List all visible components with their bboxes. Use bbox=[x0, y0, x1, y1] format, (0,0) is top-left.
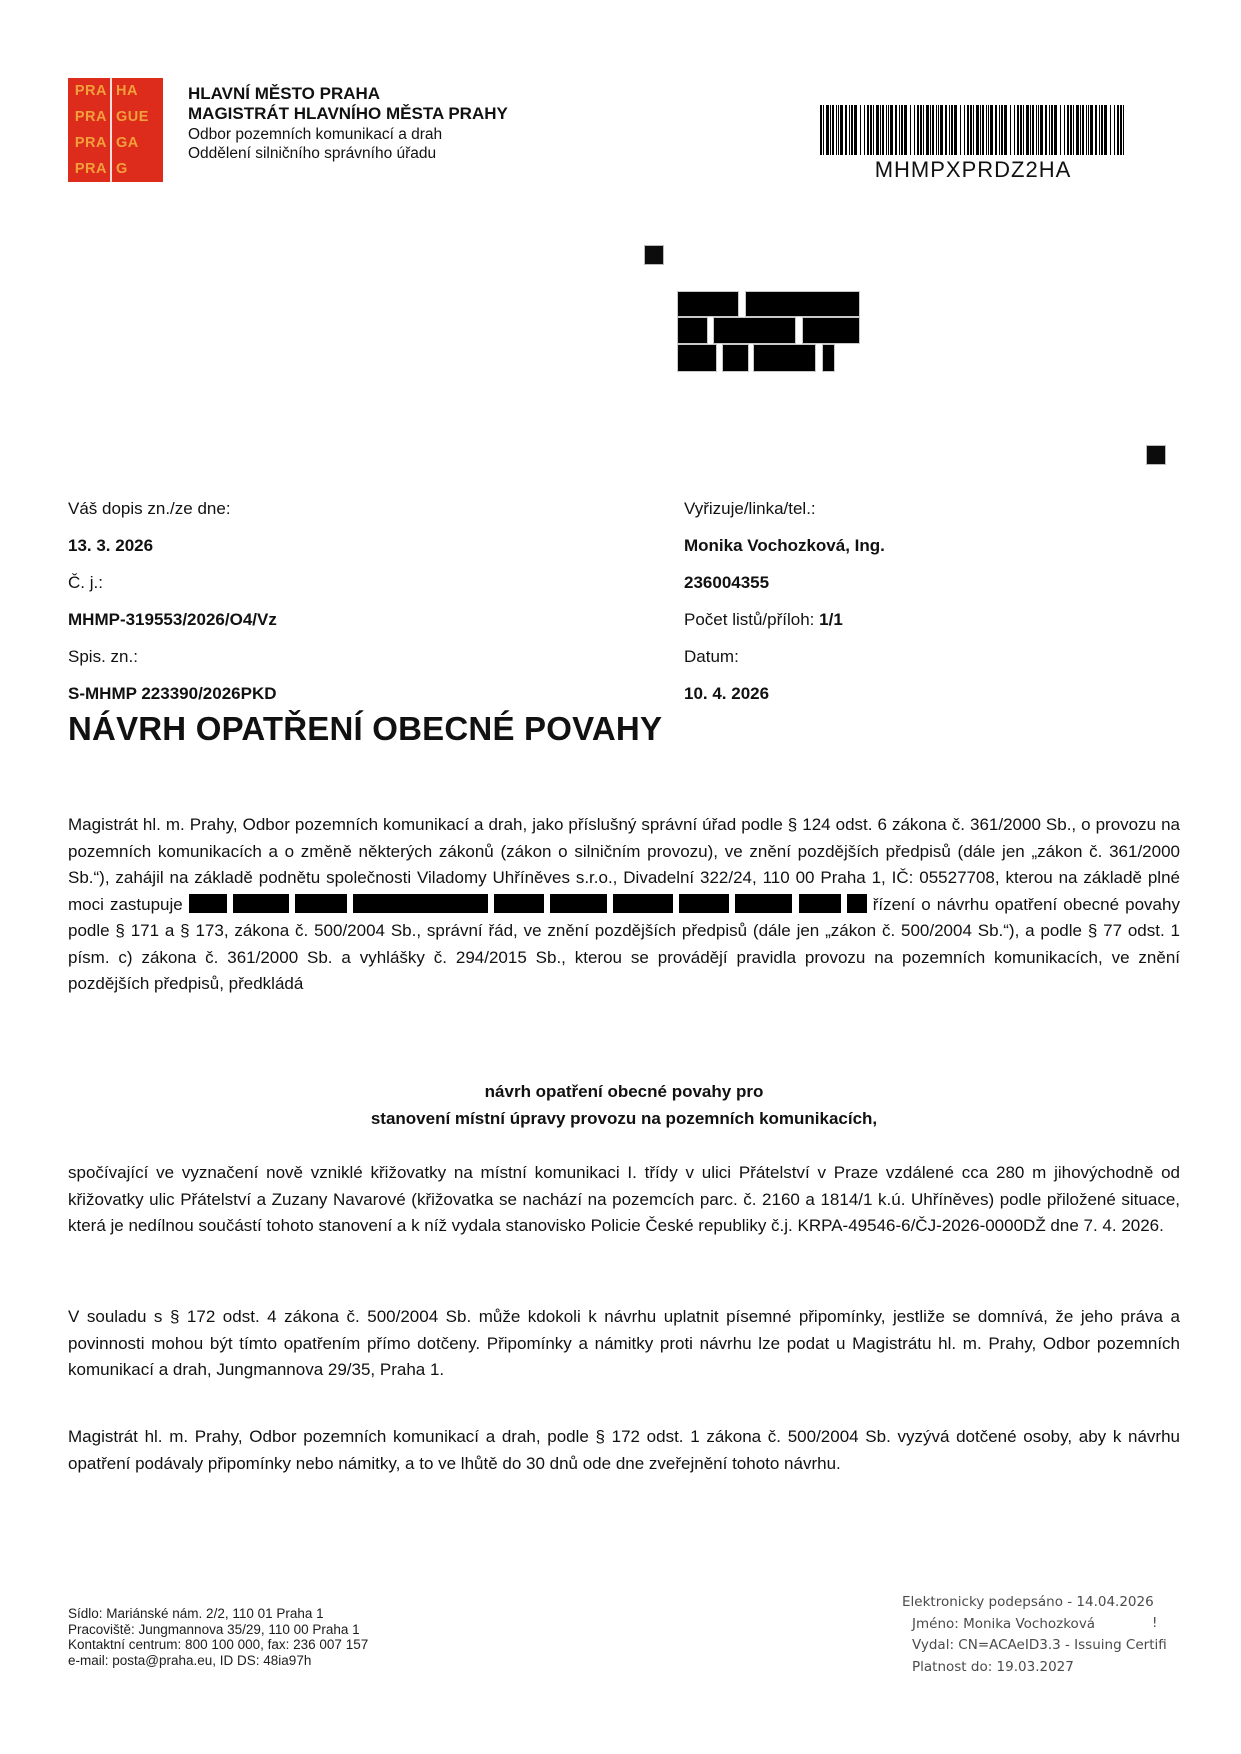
redaction-bar bbox=[823, 345, 834, 371]
pages-value: 1/1 bbox=[819, 610, 843, 629]
logo-row-4 bbox=[68, 156, 163, 182]
your-letter-value: 13. 3. 2026 bbox=[68, 536, 154, 555]
redaction-bar bbox=[233, 894, 289, 913]
org-name-line1: HLAVNÍ MĚSTO PRAHA bbox=[188, 84, 381, 103]
your-letter-label: Váš dopis zn./ze dne: bbox=[68, 499, 231, 518]
inline-redaction-blocks bbox=[189, 895, 873, 914]
ref-row-4 bbox=[68, 601, 1180, 638]
redaction-bar bbox=[494, 894, 544, 913]
redaction-bar bbox=[847, 894, 867, 913]
redaction-bar bbox=[353, 894, 488, 913]
center-statement-line1: návrh opatření obecné povahy pro bbox=[484, 1082, 764, 1101]
org-name-line2: MAGISTRÁT HLAVNÍHO MĚSTA PRAHY bbox=[188, 104, 508, 123]
ref-row-1 bbox=[68, 490, 1180, 527]
signature-line1: Elektronicky podepsáno - 14.04.2026 bbox=[902, 1594, 1154, 1610]
logo-left-text: PRA bbox=[74, 135, 107, 151]
redaction-bar bbox=[613, 894, 673, 913]
footer-address-line2: Pracoviště: Jungmannova 35/29, 110 00 Praha 1 bbox=[68, 1621, 360, 1637]
redaction-bar bbox=[679, 894, 729, 913]
handler-label: Vyřizuje/linka/tel.: bbox=[684, 499, 816, 518]
ref-row-2 bbox=[68, 527, 1180, 564]
redaction-bar bbox=[746, 292, 859, 316]
ref-row-3 bbox=[68, 564, 1180, 601]
redaction-bar bbox=[550, 894, 607, 913]
logo-right-text: HA bbox=[110, 78, 163, 104]
logo-right-text: GUE bbox=[110, 104, 163, 130]
praha-logo bbox=[68, 78, 163, 182]
reference-block bbox=[68, 490, 1180, 712]
redaction-bar bbox=[754, 345, 815, 371]
footer-address-line3: Kontaktní centrum: 800 100 000, fax: 236 007 157 bbox=[68, 1637, 369, 1653]
document-title: NÁVRH OPATŘENÍ OBECNÉ POVAHY bbox=[68, 710, 663, 747]
redaction-bar bbox=[678, 318, 707, 343]
signature-line2: Jméno: Monika Vochozková bbox=[912, 1615, 1096, 1632]
logo-row-3 bbox=[68, 130, 163, 156]
paragraph-3: V souladu s § 172 odst. 4 zákona č. 500/2004 Sb. může kdokoli k návrhu uplatnit písemné připomínky, jestliže se domnívá, že jeho práva a povinnosti mohou být tímto opatřením přímo dotčeny. Připomínky a námitky proti návrhu lze podat u Magistrátu hl. m. Prahy, Odbor pozemních komunikací a drah, Jungmannova 29/35, Praha 1. bbox=[68, 1307, 1180, 1379]
handler-phone: 236004355 bbox=[684, 573, 770, 592]
pages-label: Počet listů/příloh: bbox=[684, 610, 815, 629]
footer-address-line4: e-mail: posta@praha.eu, ID DS: 48ia97h bbox=[68, 1652, 312, 1668]
logo-left-text: PRA bbox=[74, 161, 107, 177]
paragraph-1 bbox=[68, 812, 1180, 998]
footer-address-line1: Sídlo: Mariánské nám. 2/2, 110 01 Praha 1 bbox=[68, 1606, 324, 1621]
dept-line2: Oddělení silničního správního úřadu bbox=[188, 145, 437, 162]
spis-value: S-MHMP 223390/2026PKD bbox=[68, 684, 277, 703]
redaction-bar bbox=[803, 318, 859, 343]
logo-left-text: PRA bbox=[74, 83, 107, 99]
registration-mark-square-top bbox=[645, 246, 663, 264]
redaction-bar bbox=[295, 894, 347, 913]
redaction-bar bbox=[714, 318, 795, 343]
redaction-bar bbox=[189, 894, 227, 913]
paragraph-2: spočívající ve vyznačení nově vzniklé křižovatky na místní komunikaci I. třídy v ulici Přátelství v Praze vzdálené cca 280 m jihovýchodně od křižovatky ulic Přátelství a Zuzany Navarové (křižovatka se nachází na pozemcích parc. č. 2160 a 1814/1 k.ú. Uhříněves) podle přiložené situace, která je nedílnou součástí tohoto stanovení a k níž vydala stanovisko Policie České republiky č.j. KRPA-49546-6/ČJ-2026-0000DŽ dne 7. 4. 2026. bbox=[68, 1163, 1180, 1235]
center-statement bbox=[68, 1078, 1180, 1132]
dept-line1: Odbor pozemních komunikací a drah bbox=[188, 126, 443, 143]
paragraph-4: Magistrát hl. m. Prahy, Odbor pozemních komunikací a drah, podle § 172 odst. 1 zákona č. 500/2004 Sb. vyzývá dotčené osoby, aby k návrhu opatření podávaly připomínky nebo námitky, a to ve lhůtě do 30 dnů ode dne zveřejnění tohoto návrhu. bbox=[68, 1427, 1180, 1473]
barcode-bars bbox=[817, 105, 1129, 155]
logo-left-text: PRA bbox=[74, 109, 107, 125]
redaction-bar bbox=[678, 345, 716, 371]
logo-row-1 bbox=[68, 78, 163, 104]
redaction-bar bbox=[735, 894, 792, 913]
redaction-bar bbox=[678, 292, 738, 316]
barcode-label: MHMPXPRDZ2HA bbox=[874, 157, 1072, 182]
logo-right-text: G bbox=[110, 156, 163, 182]
signature-line4: Platnost do: 19.03.2027 bbox=[912, 1658, 1074, 1675]
ref-row-6 bbox=[68, 675, 1180, 712]
registration-mark-square-right bbox=[1147, 446, 1165, 464]
cj-value: MHMP-319553/2026/O4/Vz bbox=[68, 610, 277, 629]
ref-row-5 bbox=[68, 638, 1180, 675]
signature-clipped-fragment: ! bbox=[1152, 1615, 1158, 1631]
spis-label: Spis. zn.: bbox=[68, 647, 138, 666]
pages-line bbox=[684, 601, 843, 638]
barcode bbox=[817, 105, 1129, 180]
logo-row-2 bbox=[68, 104, 163, 130]
paragraph-1-after-redaction: řízení o návrhu opatření obecné povahy podle § 171 a § 173, zákona č. 500/2004 Sb., správní řád, ve znění pozdějších předpisů (dále jen „zákon č. 500/2004 Sb.“), a podle § 77 odst. 1 písm. c) zákona č. 361/2000 Sb. a vyhlášky č. 294/2015 Sb., kterou se provádějí pravidla provozu na pozemních komunikacích, ve znění pozdějších předpisů, předkládá bbox=[68, 894, 1180, 993]
electronic-signature-stamp bbox=[902, 1592, 1192, 1678]
center-statement-line2: stanovení místní úpravy provozu na pozemních komunikacích, bbox=[370, 1109, 878, 1128]
footer-address bbox=[68, 1606, 368, 1668]
paragraph-1-before-redaction: Magistrát hl. m. Prahy, Odbor pozemních komunikací a drah, jako příslušný správní úřad podle § 124 odst. 6 zákona č. 361/2000 Sb., o provozu na pozemních komunikacích a o změně některých zákonů (zákon o silničním provozu), ve znění pozdějších předpisů (dále jen „zákon č. 361/2000 Sb.“), zahájil na základě podnětu společnosti Viladomy Uhříněves s.r.o., Divadelní 322/24, 110 00 Praha 1, IČ: 05527708, kterou na základě plné moci zastupuje bbox=[68, 815, 1180, 914]
date-label: Datum: bbox=[684, 647, 739, 666]
redaction-bar bbox=[799, 894, 841, 913]
handler-name: Monika Vochozková, Ing. bbox=[684, 536, 885, 555]
cj-label: Č. j.: bbox=[68, 573, 103, 592]
date-value: 10. 4. 2026 bbox=[684, 684, 770, 703]
redacted-address-block bbox=[678, 292, 863, 374]
redaction-bar bbox=[723, 345, 748, 371]
logo-right-text: GA bbox=[110, 130, 163, 156]
signature-line3: Vydal: CN=ACAeID3.3 - Issuing Certifi bbox=[912, 1637, 1167, 1653]
